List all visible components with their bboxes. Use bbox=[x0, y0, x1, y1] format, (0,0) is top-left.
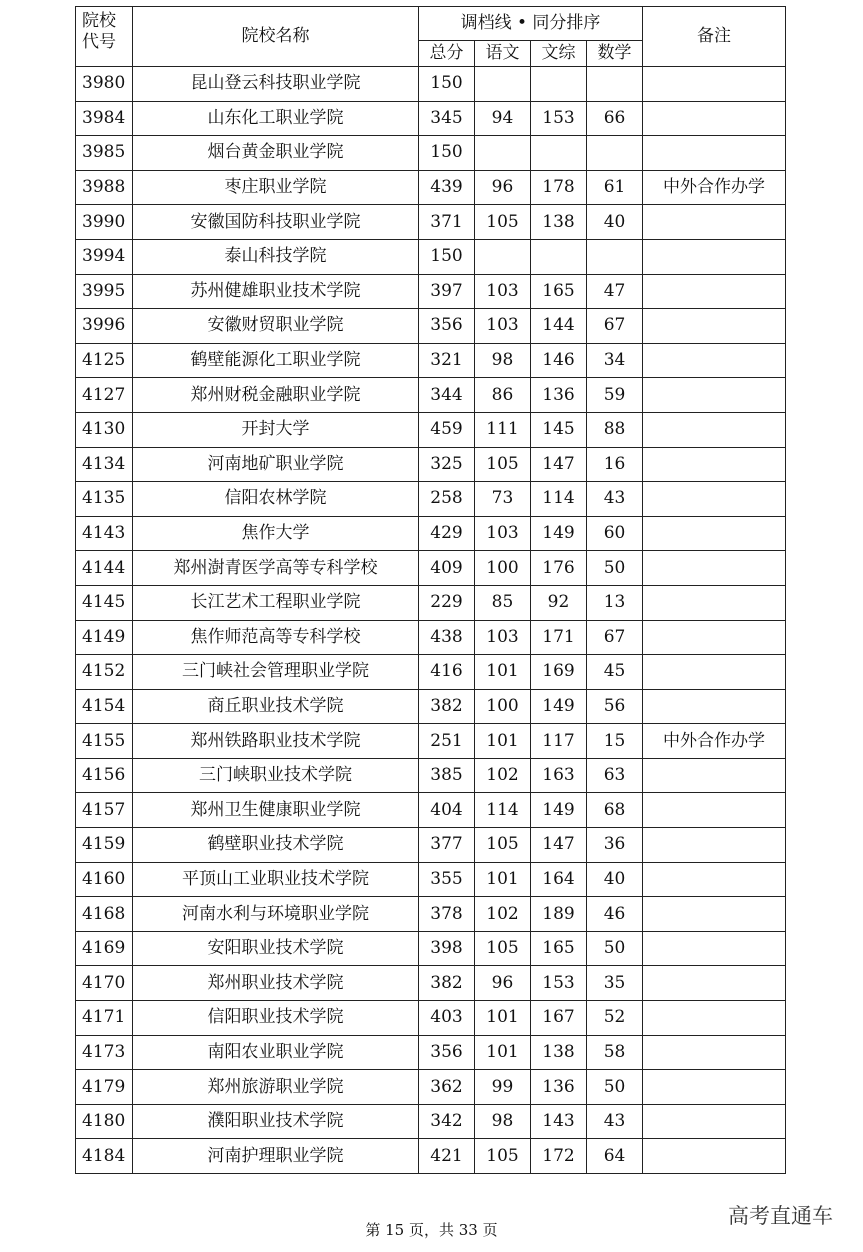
cell-note bbox=[643, 1001, 786, 1036]
cell-code: 4135 bbox=[76, 482, 133, 517]
cell-chinese: 111 bbox=[475, 412, 531, 447]
table-row bbox=[76, 931, 786, 966]
header-code bbox=[76, 7, 133, 67]
cell-math: 50 bbox=[587, 551, 643, 586]
table-row bbox=[76, 585, 786, 620]
cell-chinese: 102 bbox=[475, 758, 531, 793]
cell-code: 4173 bbox=[76, 1035, 133, 1070]
cell-chinese: 96 bbox=[475, 170, 531, 205]
cell-chinese: 100 bbox=[475, 689, 531, 724]
table-row bbox=[76, 101, 786, 136]
cell-school-name: 开封大学 bbox=[133, 412, 419, 447]
table-row bbox=[76, 239, 786, 274]
cell-total: 342 bbox=[419, 1104, 475, 1139]
cell-note bbox=[643, 1139, 786, 1174]
cell-code: 4169 bbox=[76, 931, 133, 966]
cell-total: 345 bbox=[419, 101, 475, 136]
cell-note bbox=[643, 966, 786, 1001]
cell-wenzong: 146 bbox=[531, 343, 587, 378]
cell-wenzong: 171 bbox=[531, 620, 587, 655]
cell-wenzong: 136 bbox=[531, 1070, 587, 1105]
cell-wenzong: 165 bbox=[531, 931, 587, 966]
cell-code: 3995 bbox=[76, 274, 133, 309]
cell-wenzong: 117 bbox=[531, 724, 587, 759]
header-code-line2: 代号 bbox=[82, 32, 116, 52]
cell-chinese bbox=[475, 136, 531, 171]
cell-total: 421 bbox=[419, 1139, 475, 1174]
cell-chinese: 98 bbox=[475, 1104, 531, 1139]
cell-chinese: 98 bbox=[475, 343, 531, 378]
cell-school-name: 鹤壁职业技术学院 bbox=[133, 828, 419, 863]
table-row bbox=[76, 724, 786, 759]
cell-wenzong: 138 bbox=[531, 1035, 587, 1070]
cell-school-name: 郑州澍青医学高等专科学校 bbox=[133, 551, 419, 586]
cell-code: 4170 bbox=[76, 966, 133, 1001]
cell-school-name: 濮阳职业技术学院 bbox=[133, 1104, 419, 1139]
cell-note: 中外合作办学 bbox=[643, 170, 786, 205]
cell-wenzong: 147 bbox=[531, 447, 587, 482]
table-row bbox=[76, 1139, 786, 1174]
table-row bbox=[76, 343, 786, 378]
cell-note bbox=[643, 67, 786, 102]
cell-code: 4154 bbox=[76, 689, 133, 724]
cell-total: 382 bbox=[419, 966, 475, 1001]
cell-school-name: 河南水利与环境职业学院 bbox=[133, 897, 419, 932]
cell-math: 67 bbox=[587, 309, 643, 344]
cell-total: 362 bbox=[419, 1070, 475, 1105]
cell-wenzong: 92 bbox=[531, 585, 587, 620]
cell-wenzong bbox=[531, 239, 587, 274]
cell-total: 321 bbox=[419, 343, 475, 378]
cell-math bbox=[587, 239, 643, 274]
cell-code: 4168 bbox=[76, 897, 133, 932]
cell-chinese: 101 bbox=[475, 862, 531, 897]
cell-code: 3985 bbox=[76, 136, 133, 171]
cell-total: 382 bbox=[419, 689, 475, 724]
cell-total: 377 bbox=[419, 828, 475, 863]
cell-wenzong: 149 bbox=[531, 516, 587, 551]
cell-code: 3984 bbox=[76, 101, 133, 136]
table-row bbox=[76, 689, 786, 724]
cell-wenzong bbox=[531, 67, 587, 102]
cell-wenzong: 149 bbox=[531, 689, 587, 724]
table-row bbox=[76, 1070, 786, 1105]
cell-school-name: 郑州职业技术学院 bbox=[133, 966, 419, 1001]
cell-chinese: 105 bbox=[475, 205, 531, 240]
table-row bbox=[76, 862, 786, 897]
cell-school-name: 烟台黄金职业学院 bbox=[133, 136, 419, 171]
cell-chinese: 100 bbox=[475, 551, 531, 586]
cell-note bbox=[643, 585, 786, 620]
table-row bbox=[76, 136, 786, 171]
cell-code: 3990 bbox=[76, 205, 133, 240]
cell-wenzong: 176 bbox=[531, 551, 587, 586]
cell-math: 36 bbox=[587, 828, 643, 863]
cell-total: 459 bbox=[419, 412, 475, 447]
cell-math: 35 bbox=[587, 966, 643, 1001]
cell-total: 404 bbox=[419, 793, 475, 828]
cell-total: 150 bbox=[419, 239, 475, 274]
cell-code: 4156 bbox=[76, 758, 133, 793]
cell-note bbox=[643, 620, 786, 655]
cell-wenzong: 144 bbox=[531, 309, 587, 344]
cell-school-name: 焦作师范高等专科学校 bbox=[133, 620, 419, 655]
cell-note bbox=[643, 655, 786, 690]
cell-total: 150 bbox=[419, 67, 475, 102]
table-row bbox=[76, 205, 786, 240]
cell-math: 45 bbox=[587, 655, 643, 690]
cell-note bbox=[643, 101, 786, 136]
cell-total: 229 bbox=[419, 585, 475, 620]
cell-school-name: 南阳农业职业学院 bbox=[133, 1035, 419, 1070]
cell-school-name: 泰山科技学院 bbox=[133, 239, 419, 274]
cell-wenzong: 114 bbox=[531, 482, 587, 517]
brand-watermark: 高考直通车 bbox=[728, 1205, 833, 1228]
cell-math: 13 bbox=[587, 585, 643, 620]
cell-math: 59 bbox=[587, 378, 643, 413]
cell-code: 4144 bbox=[76, 551, 133, 586]
cell-math: 52 bbox=[587, 1001, 643, 1036]
cell-note bbox=[643, 136, 786, 171]
cell-chinese: 114 bbox=[475, 793, 531, 828]
cell-chinese: 102 bbox=[475, 897, 531, 932]
cell-total: 398 bbox=[419, 931, 475, 966]
cell-school-name: 河南地矿职业学院 bbox=[133, 447, 419, 482]
cell-code: 3980 bbox=[76, 67, 133, 102]
cell-chinese: 103 bbox=[475, 516, 531, 551]
cell-school-name: 昆山登云科技职业学院 bbox=[133, 67, 419, 102]
table-row bbox=[76, 1001, 786, 1036]
cell-math bbox=[587, 67, 643, 102]
cell-chinese: 105 bbox=[475, 931, 531, 966]
cell-wenzong: 165 bbox=[531, 274, 587, 309]
cell-wenzong: 145 bbox=[531, 412, 587, 447]
cell-chinese: 101 bbox=[475, 655, 531, 690]
table-row bbox=[76, 897, 786, 932]
cell-math: 47 bbox=[587, 274, 643, 309]
cell-wenzong: 149 bbox=[531, 793, 587, 828]
cell-code: 3994 bbox=[76, 239, 133, 274]
cell-wenzong: 164 bbox=[531, 862, 587, 897]
cell-school-name: 安徽财贸职业学院 bbox=[133, 309, 419, 344]
cell-total: 251 bbox=[419, 724, 475, 759]
cell-code: 4160 bbox=[76, 862, 133, 897]
header-math: 数学 bbox=[587, 41, 643, 67]
cell-wenzong: 189 bbox=[531, 897, 587, 932]
cell-total: 150 bbox=[419, 136, 475, 171]
cell-chinese: 105 bbox=[475, 1139, 531, 1174]
cell-code: 4149 bbox=[76, 620, 133, 655]
cell-code: 4159 bbox=[76, 828, 133, 863]
cell-school-name: 三门峡职业技术学院 bbox=[133, 758, 419, 793]
cell-chinese: 85 bbox=[475, 585, 531, 620]
cell-note bbox=[643, 378, 786, 413]
cell-note bbox=[643, 205, 786, 240]
cell-wenzong: 147 bbox=[531, 828, 587, 863]
cell-note bbox=[643, 1070, 786, 1105]
cell-math: 56 bbox=[587, 689, 643, 724]
cell-school-name: 商丘职业技术学院 bbox=[133, 689, 419, 724]
table-row bbox=[76, 274, 786, 309]
cell-note bbox=[643, 758, 786, 793]
cell-math: 60 bbox=[587, 516, 643, 551]
cell-total: 355 bbox=[419, 862, 475, 897]
cell-school-name: 枣庄职业学院 bbox=[133, 170, 419, 205]
cell-math: 40 bbox=[587, 862, 643, 897]
cell-math: 64 bbox=[587, 1139, 643, 1174]
cell-chinese: 86 bbox=[475, 378, 531, 413]
cell-note bbox=[643, 274, 786, 309]
cell-math: 46 bbox=[587, 897, 643, 932]
cell-school-name: 安阳职业技术学院 bbox=[133, 931, 419, 966]
table-row bbox=[76, 482, 786, 517]
cell-school-name: 鹤壁能源化工职业学院 bbox=[133, 343, 419, 378]
page-number: 第 15 页，共 33 页 bbox=[365, 1221, 498, 1239]
header-code-line1: 院校 bbox=[82, 11, 116, 31]
cell-total: 429 bbox=[419, 516, 475, 551]
cell-total: 371 bbox=[419, 205, 475, 240]
cell-note: 中外合作办学 bbox=[643, 724, 786, 759]
header-wenzong: 文综 bbox=[531, 41, 587, 67]
cell-note bbox=[643, 482, 786, 517]
cell-total: 439 bbox=[419, 170, 475, 205]
cell-wenzong: 178 bbox=[531, 170, 587, 205]
cell-school-name: 山东化工职业学院 bbox=[133, 101, 419, 136]
table-row bbox=[76, 655, 786, 690]
table-row bbox=[76, 1035, 786, 1070]
cell-chinese: 94 bbox=[475, 101, 531, 136]
cell-school-name: 焦作大学 bbox=[133, 516, 419, 551]
cell-note bbox=[643, 1035, 786, 1070]
cell-chinese: 96 bbox=[475, 966, 531, 1001]
cell-wenzong bbox=[531, 136, 587, 171]
table-row bbox=[76, 620, 786, 655]
cell-code: 4180 bbox=[76, 1104, 133, 1139]
cell-math: 15 bbox=[587, 724, 643, 759]
cell-chinese: 105 bbox=[475, 447, 531, 482]
cell-school-name: 郑州卫生健康职业学院 bbox=[133, 793, 419, 828]
cell-school-name: 河南护理职业学院 bbox=[133, 1139, 419, 1174]
table-row bbox=[76, 378, 786, 413]
admission-table bbox=[75, 6, 786, 1174]
cell-code: 3996 bbox=[76, 309, 133, 344]
cell-note bbox=[643, 793, 786, 828]
header-score-group: 调档线 • 同分排序 bbox=[419, 7, 643, 41]
table-row bbox=[76, 966, 786, 1001]
cell-total: 344 bbox=[419, 378, 475, 413]
cell-wenzong: 138 bbox=[531, 205, 587, 240]
cell-total: 409 bbox=[419, 551, 475, 586]
cell-note bbox=[643, 862, 786, 897]
table-row bbox=[76, 551, 786, 586]
cell-chinese: 99 bbox=[475, 1070, 531, 1105]
cell-code: 4171 bbox=[76, 1001, 133, 1036]
cell-total: 325 bbox=[419, 447, 475, 482]
header-chinese: 语文 bbox=[475, 41, 531, 67]
cell-wenzong: 143 bbox=[531, 1104, 587, 1139]
cell-math: 43 bbox=[587, 1104, 643, 1139]
table-row bbox=[76, 309, 786, 344]
cell-code: 4130 bbox=[76, 412, 133, 447]
cell-note bbox=[643, 551, 786, 586]
cell-code: 3988 bbox=[76, 170, 133, 205]
cell-wenzong: 153 bbox=[531, 101, 587, 136]
cell-code: 4157 bbox=[76, 793, 133, 828]
cell-math: 43 bbox=[587, 482, 643, 517]
cell-note bbox=[643, 689, 786, 724]
table-row bbox=[76, 758, 786, 793]
cell-note bbox=[643, 412, 786, 447]
table-row bbox=[76, 170, 786, 205]
cell-school-name: 苏州健雄职业技术学院 bbox=[133, 274, 419, 309]
cell-math: 50 bbox=[587, 931, 643, 966]
cell-school-name: 信阳职业技术学院 bbox=[133, 1001, 419, 1036]
cell-note bbox=[643, 447, 786, 482]
cell-math: 67 bbox=[587, 620, 643, 655]
cell-code: 4155 bbox=[76, 724, 133, 759]
header-total: 总分 bbox=[419, 41, 475, 67]
cell-note bbox=[643, 828, 786, 863]
cell-note bbox=[643, 309, 786, 344]
cell-wenzong: 167 bbox=[531, 1001, 587, 1036]
cell-code: 4125 bbox=[76, 343, 133, 378]
cell-code: 4184 bbox=[76, 1139, 133, 1174]
cell-code: 4152 bbox=[76, 655, 133, 690]
cell-math: 50 bbox=[587, 1070, 643, 1105]
cell-wenzong: 136 bbox=[531, 378, 587, 413]
cell-math: 61 bbox=[587, 170, 643, 205]
cell-wenzong: 172 bbox=[531, 1139, 587, 1174]
cell-note bbox=[643, 516, 786, 551]
cell-math: 66 bbox=[587, 101, 643, 136]
cell-school-name: 长江艺术工程职业学院 bbox=[133, 585, 419, 620]
cell-wenzong: 163 bbox=[531, 758, 587, 793]
cell-total: 403 bbox=[419, 1001, 475, 1036]
cell-chinese bbox=[475, 239, 531, 274]
cell-total: 356 bbox=[419, 1035, 475, 1070]
cell-code: 4179 bbox=[76, 1070, 133, 1105]
cell-math: 58 bbox=[587, 1035, 643, 1070]
cell-code: 4143 bbox=[76, 516, 133, 551]
table-row bbox=[76, 1104, 786, 1139]
cell-code: 4127 bbox=[76, 378, 133, 413]
table-row bbox=[76, 516, 786, 551]
cell-code: 4134 bbox=[76, 447, 133, 482]
cell-school-name: 平顶山工业职业技术学院 bbox=[133, 862, 419, 897]
cell-wenzong: 153 bbox=[531, 966, 587, 1001]
header-note: 备注 bbox=[643, 7, 786, 67]
table-header bbox=[76, 7, 786, 67]
cell-school-name: 信阳农林学院 bbox=[133, 482, 419, 517]
cell-chinese: 101 bbox=[475, 1035, 531, 1070]
cell-chinese: 73 bbox=[475, 482, 531, 517]
cell-math: 34 bbox=[587, 343, 643, 378]
cell-total: 258 bbox=[419, 482, 475, 517]
cell-note bbox=[643, 897, 786, 932]
table-row bbox=[76, 828, 786, 863]
cell-code: 4145 bbox=[76, 585, 133, 620]
cell-school-name: 郑州财税金融职业学院 bbox=[133, 378, 419, 413]
cell-total: 416 bbox=[419, 655, 475, 690]
cell-math: 40 bbox=[587, 205, 643, 240]
cell-total: 397 bbox=[419, 274, 475, 309]
cell-note bbox=[643, 239, 786, 274]
cell-total: 378 bbox=[419, 897, 475, 932]
table-row bbox=[76, 412, 786, 447]
cell-total: 438 bbox=[419, 620, 475, 655]
cell-chinese: 103 bbox=[475, 274, 531, 309]
cell-school-name: 郑州旅游职业学院 bbox=[133, 1070, 419, 1105]
cell-math: 68 bbox=[587, 793, 643, 828]
cell-chinese: 101 bbox=[475, 1001, 531, 1036]
cell-note bbox=[643, 343, 786, 378]
cell-school-name: 郑州铁路职业技术学院 bbox=[133, 724, 419, 759]
cell-math: 63 bbox=[587, 758, 643, 793]
cell-chinese: 103 bbox=[475, 309, 531, 344]
cell-school-name: 安徽国防科技职业学院 bbox=[133, 205, 419, 240]
cell-chinese: 105 bbox=[475, 828, 531, 863]
cell-total: 385 bbox=[419, 758, 475, 793]
cell-chinese: 101 bbox=[475, 724, 531, 759]
header-school-name: 院校名称 bbox=[133, 7, 419, 67]
table-row bbox=[76, 447, 786, 482]
table-body bbox=[76, 67, 786, 1174]
cell-wenzong: 169 bbox=[531, 655, 587, 690]
table-row bbox=[76, 67, 786, 102]
cell-total: 356 bbox=[419, 309, 475, 344]
cell-math bbox=[587, 136, 643, 171]
cell-chinese: 103 bbox=[475, 620, 531, 655]
cell-note bbox=[643, 931, 786, 966]
cell-chinese bbox=[475, 67, 531, 102]
table-row bbox=[76, 793, 786, 828]
cell-math: 16 bbox=[587, 447, 643, 482]
cell-note bbox=[643, 1104, 786, 1139]
cell-school-name: 三门峡社会管理职业学院 bbox=[133, 655, 419, 690]
cell-math: 88 bbox=[587, 412, 643, 447]
